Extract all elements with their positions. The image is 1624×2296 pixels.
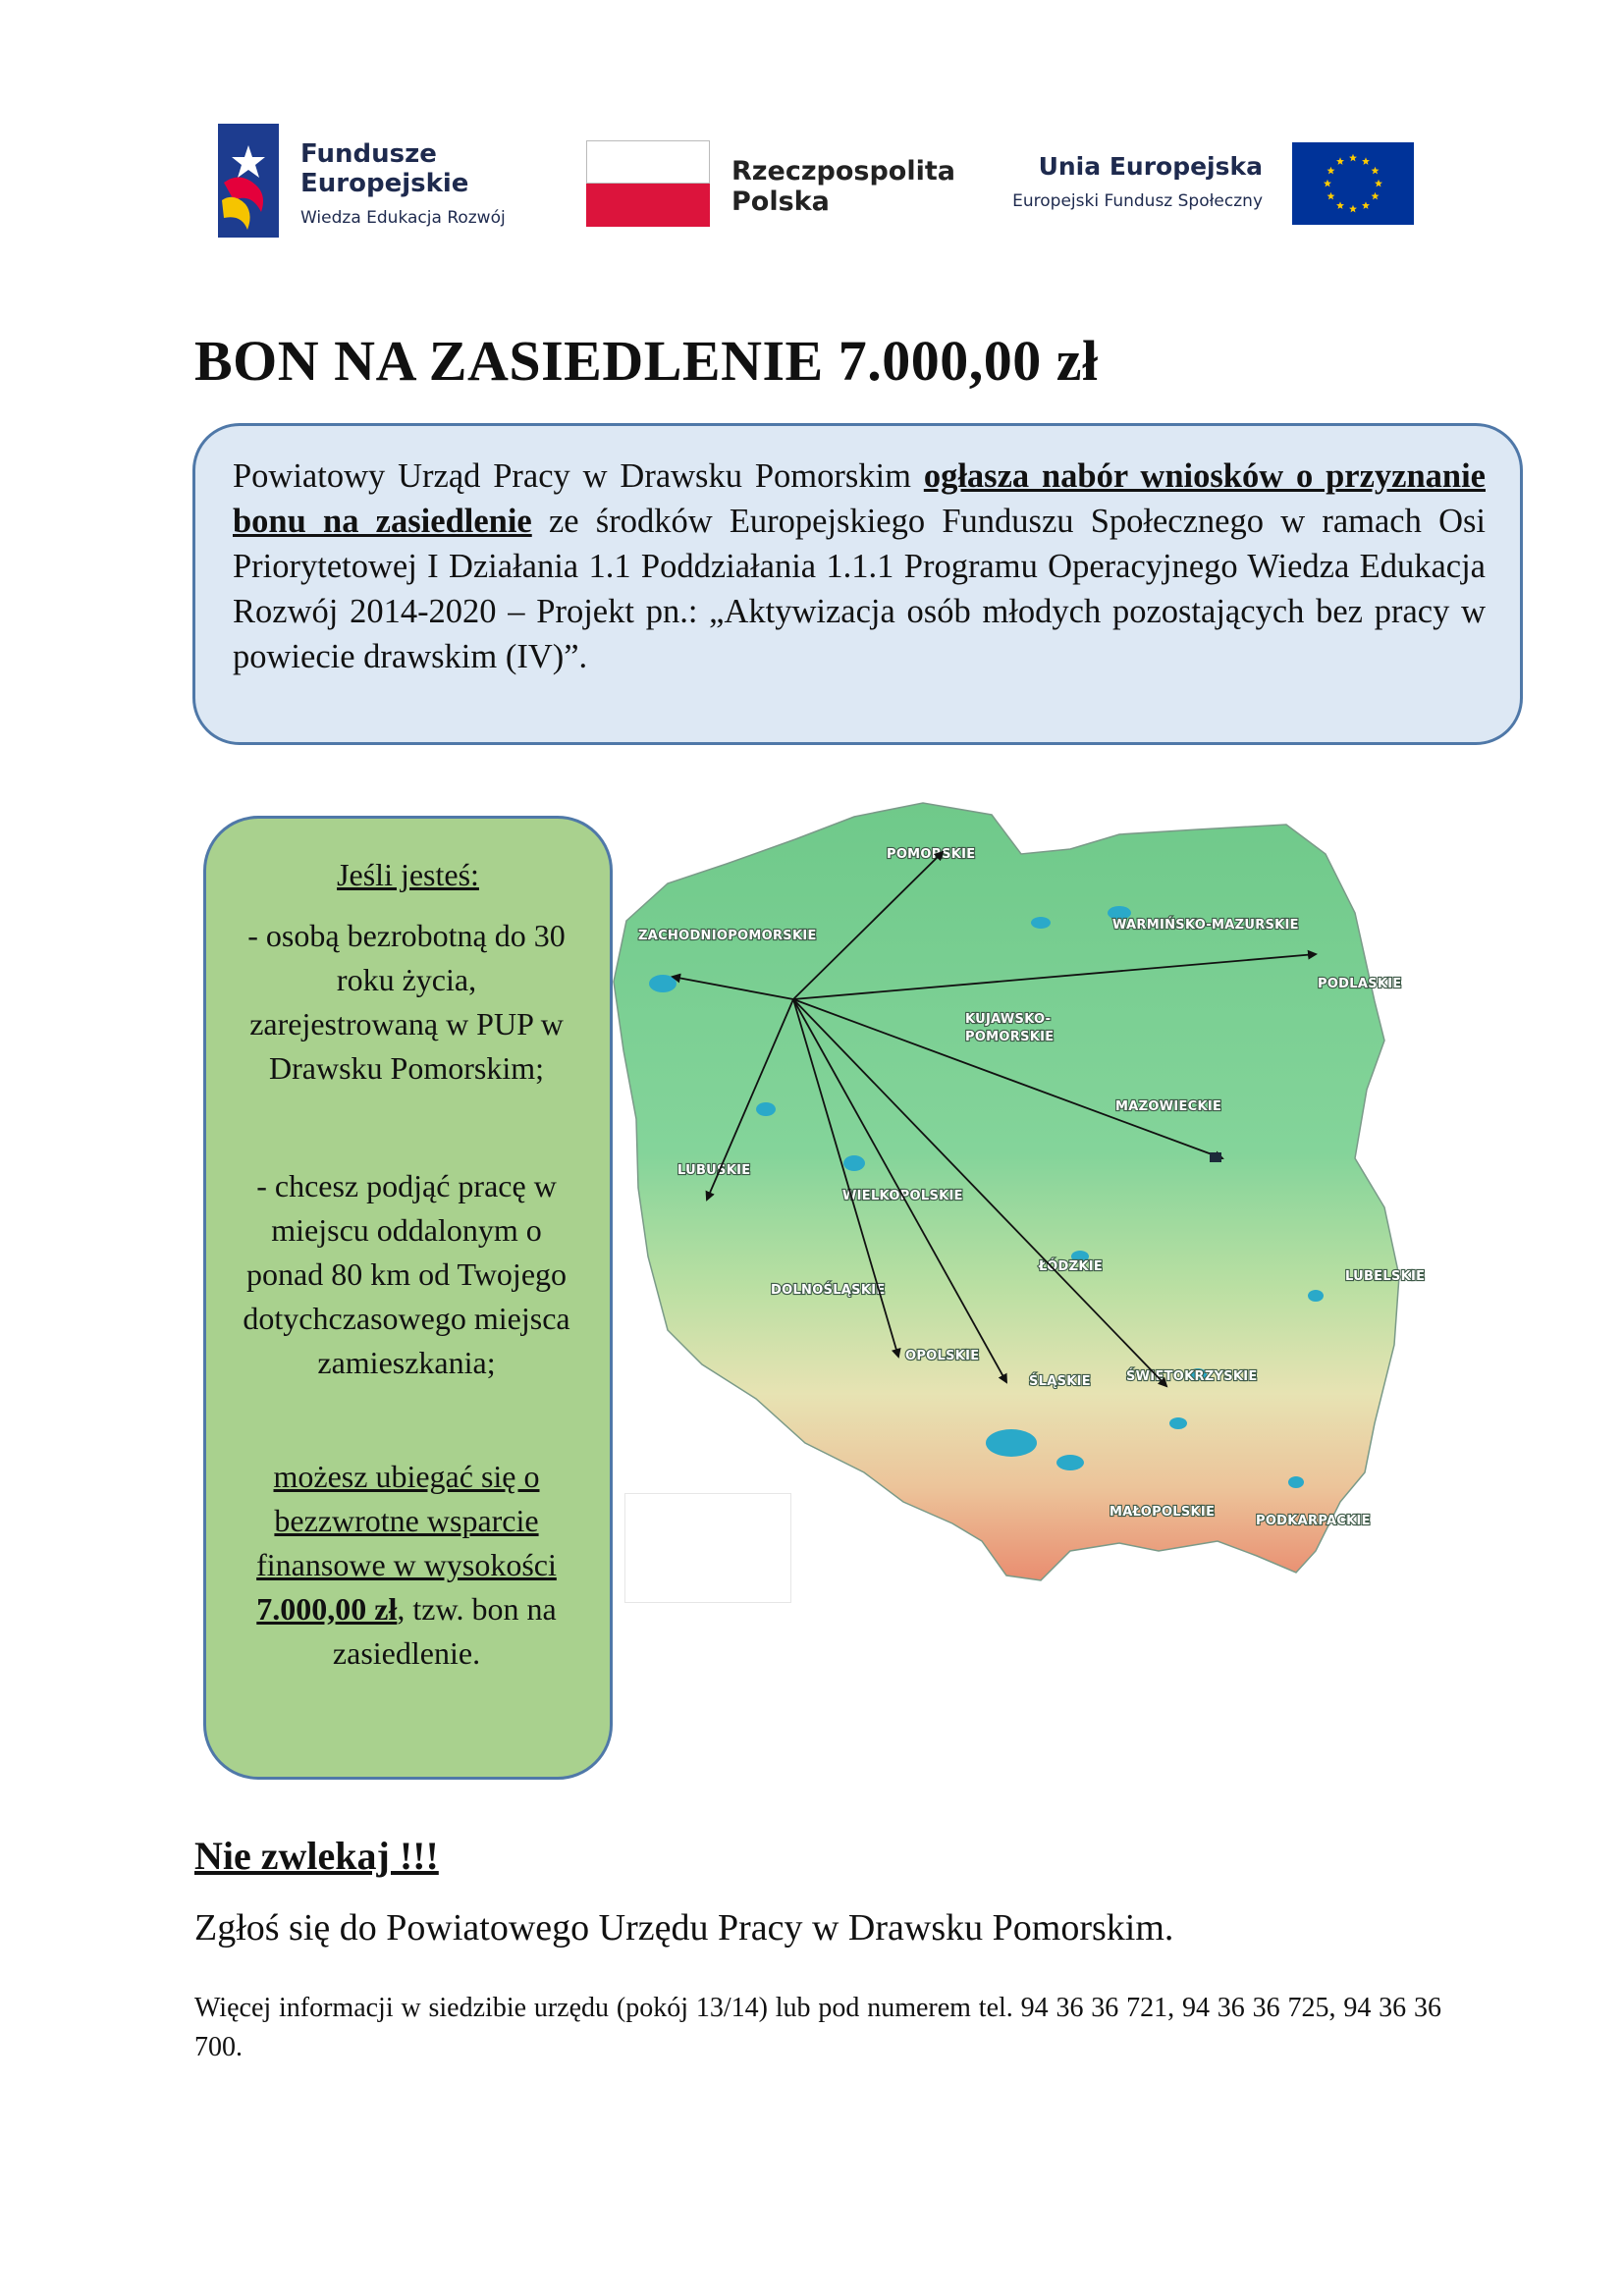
offer-text — [240, 1455, 573, 1676]
logo-unia-europejska — [982, 140, 1414, 229]
label-podlaskie: PODLASKIE — [1318, 977, 1402, 991]
announcement-highlight: ogłasza nabór wniosków o przyznanie bonu na zasiedlenie — [233, 457, 1486, 540]
label-wielkopolskie: WIELKOPOLSKIE — [842, 1189, 963, 1203]
conditions-box — [203, 816, 613, 1780]
label-slaskie: ŚLĄSKIE — [1029, 1374, 1091, 1389]
label-lubelskie: LUBELSKIE — [1345, 1269, 1426, 1284]
rp-logo-line2: Polska — [731, 187, 830, 217]
announcement-part1: Powiatowy Urząd Pracy w Drawsku Pomorskim — [233, 457, 924, 495]
warsaw-marker — [1210, 1152, 1221, 1162]
label-zachodniopomorskie: ZACHODNIOPOMORSKIE — [638, 929, 817, 943]
offer-underlined: możesz ubiegać się o bezzwrotne wsparcie finansowe w wysokości — [256, 1459, 557, 1582]
polish-flag-icon — [586, 140, 710, 227]
offer-amount: 7.000,00 zł — [256, 1591, 398, 1627]
logo-rzeczpospolita-polska — [586, 140, 959, 229]
rp-logo-line1: Rzeczpospolita — [731, 156, 955, 187]
eu-flag-icon — [1292, 142, 1414, 225]
contact-info: Więcej informacji w siedzibie urzędu (pokój 13/14) lub pod numerem tel. 94 36 36 721, 94 36 36 725, 94 36 36 700. — [194, 1993, 1441, 2062]
conditions-heading-text: Jeśli jesteś: — [337, 857, 479, 892]
condition-item-unemployed: - osobą bezrobotną do 30 roku życia, zarejestrowaną w PUP w Drawsku Pomorskim; — [247, 918, 566, 1086]
announcement-part2: ze środków Europejskiego Funduszu Społecznego w ramach Osi Priorytetowej I Działania 1.1 Poddziałania 1.1.1 Programu Operacyjnego Wiedza Edukacja Rozwój 2014-2020 – Projekt pn.: „Aktywizacja osób młodych pozostających bez pracy w powiecie drawskim (IV)”. — [233, 503, 1486, 675]
poland-map — [609, 795, 1426, 1610]
label-mazowieckie: MAZOWIECKIE — [1115, 1099, 1222, 1114]
label-kujawsko: KUJAWSKO- — [965, 1012, 1052, 1027]
label-podkarpackie: PODKARPACKIE — [1256, 1514, 1371, 1528]
label-malopolskie: MAŁOPOLSKIE — [1110, 1505, 1216, 1520]
fe-logo-line3: Wiedza Edukacja Rozwój — [300, 208, 506, 228]
call-to-action-line: Zgłoś się do Powiatowego Urzędu Pracy w Drawsku Pomorskim. — [194, 1907, 1174, 1949]
conditions-heading — [224, 853, 592, 897]
label-pomorskie: POMORSKIE — [887, 847, 976, 862]
label-lubuskie: LUBUSKIE — [677, 1163, 751, 1178]
call-to-action-heading: Nie zwlekaj !!! — [194, 1834, 439, 1878]
label-lodzkie: ŁÓDZKIE — [1039, 1259, 1104, 1274]
label-swietokrzyskie: ŚWIĘTOKRZYSKIE — [1126, 1369, 1258, 1384]
label-dolnoslaskie: DOLNOŚLĄSKIE — [771, 1283, 886, 1298]
fe-logo-line2: Europejskie — [300, 169, 469, 198]
ue-logo-line2: Europejski Fundusz Społeczny — [1012, 191, 1263, 211]
announcement-text — [233, 454, 1486, 679]
label-opolskie: OPOLSKIE — [905, 1349, 980, 1363]
fe-logo-icon — [218, 124, 279, 238]
logo-fundusze-europejskie — [218, 124, 522, 240]
ue-logo-line1: Unia Europejska — [1038, 152, 1263, 181]
label-warminsko-mazurskie: WARMIŃSKO-MAZURSKIE — [1112, 918, 1299, 933]
label-kujawsko-pomorskie: POMORSKIE — [965, 1030, 1055, 1044]
offer-suffix: , tzw. bon na zasiedlenie. — [332, 1591, 557, 1671]
fe-logo-line1: Fundusze — [300, 139, 437, 169]
page-title: BON NA ZASIEDLENIE 7.000,00 zł — [194, 329, 1099, 393]
condition-item-relocation: - chcesz podjąć pracę w miejscu oddalonym o ponad 80 km od Twojego dotychczasowego miejsca zamieszkania; — [243, 1168, 570, 1380]
image-placeholder-box — [624, 1493, 791, 1603]
announcement-box — [192, 423, 1523, 745]
